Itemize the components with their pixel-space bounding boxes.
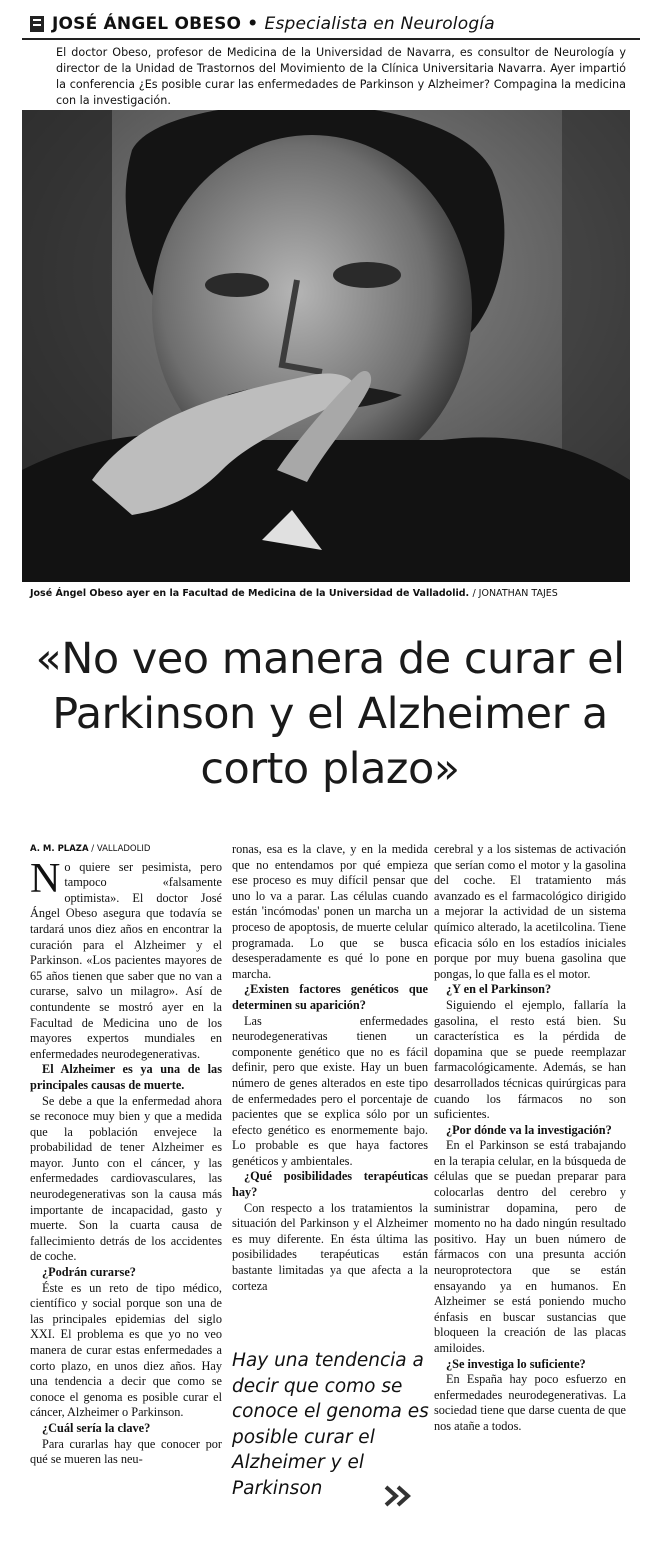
byline-author: A. M. PLAZA xyxy=(30,844,89,854)
drop-cap: N xyxy=(30,855,61,902)
interview-question: ¿Qué posibilidades terapéuticas hay? xyxy=(232,1169,428,1200)
byline xyxy=(30,842,222,858)
interview-question: ¿Cuál sería la clave? xyxy=(42,1420,151,1435)
column-3-body xyxy=(434,842,626,1435)
interview-question: El Alzheimer es ya una de las principales causas de muerte. xyxy=(30,1062,222,1092)
double-chevron-icon xyxy=(383,1484,415,1508)
interview-question: ¿Existen factores genéticos que determinen su aparición? xyxy=(232,982,428,1012)
interview-paragraph: Siguiendo el ejemplo, fallaría la gasolina, el resto está bien. Su característica es la pérdida de dopamina que se puede reemplazar farmacológicamente. Además, se han desarrollados técnicas quirúrgicas para cuando los fármacos no son suficientes. xyxy=(434,997,626,1122)
portrait-photo xyxy=(22,110,630,582)
interview-paragraph: Para curarlas hay que conocer por qué se mueren las neu- xyxy=(30,1436,222,1467)
interview-paragraph: En el Parkinson se está trabajando en la terapia celular, en la búsqueda de células que se puedan preparar para colocarlas dentro del cerebro y suministrar dopamina, pero de momento no ha dado ningún resultado positivo. Hay un buen número de fármacos con una presunta acción neuroprotectora que se están ensayando ya en humanos. En Alzheimer se está poniendo mucho énfasis en buscar sustancias que bloqueen la creación de las placas amiloides. xyxy=(434,1138,626,1355)
interview-paragraph: cerebral y a los sistemas de activación que serían como el motor y la gasolina del coche. El tratamiento más avanzado es el farmacológico dirigido a mejorar la actividad de un sistema químico alterado, la acetilcolina. Tiene eficacia sólo en los estadíos iniciales porque por muy buena gasolina que pongas, lo que falla es el motor. xyxy=(434,842,626,981)
header-separator: • xyxy=(247,14,259,34)
header-title xyxy=(52,14,495,34)
column-2-body xyxy=(232,842,428,1294)
intro-paragraph: El doctor Obeso, profesor de Medicina de la Universidad de Navarra, es consultor de Neurología y director de la Unidad de Trastornos del Movimiento de la Clínica Universitaria Navarra. Ayer impartió la conferencia ¿Es posible curar las enfermedades de Parkinson y Alzheimer? Compagina la medicina con la investigación. xyxy=(56,46,626,107)
article-headline: «No veo manera de curar el Parkinson y el Alzheimer a corto plazo» xyxy=(35,634,625,794)
photo-credit: / JONATHAN TAJES xyxy=(472,588,558,599)
section-header xyxy=(22,14,640,40)
interview-paragraph: Con respecto a los tratamientos la situación del Parkinson y el Alzheimer es muy diferente. En ésta última las posibilidades terapéuticas están bastante limitadas ya que afecta a la corteza xyxy=(232,1200,428,1293)
photo-caption xyxy=(30,588,630,599)
interview-question: ¿Y en el Parkinson? xyxy=(446,982,552,997)
interview-paragraph: o quiere ser pesimista, pero tampoco «falsamente optimista». El doctor José Ángel Obeso asegura que todavía se tardará unos diez años en encontrar la curación para el Alzheimer y el Parkinson. «Los pacientes mayores de 65 años tienen que saber que no van a curarse, salvo un milagro». Así de contundente se mostró ayer en la Facultad de Medicina uno de los mayores expertos mundiales en enfermedades neurodegenerativas. xyxy=(30,859,222,1061)
article-column-3 xyxy=(434,842,626,1435)
byline-place: / VALLADOLID xyxy=(91,844,151,854)
interview-question: ¿Por dónde va la investigación? xyxy=(446,1122,612,1137)
article-column-1 xyxy=(30,842,222,1468)
article-column-2 xyxy=(232,842,428,1294)
caption-text: José Ángel Obeso ayer en la Facultad de Medicina de la Universidad de Valladolid. xyxy=(30,588,470,599)
interview-paragraph: En España hay poco esfuerzo en enfermedades neurodegenerativas. La sociedad tiene que darse cuenta de que nos atañe a todos. xyxy=(434,1372,626,1433)
interview-question: ¿Podrán curarse? xyxy=(42,1265,136,1280)
pull-quote: Hay una tendencia a decir que como se conoce el genoma es posible curar el Alzheimer y el Parkinson xyxy=(232,1350,429,1499)
interviewee-name: JOSÉ ÁNGEL OBESO xyxy=(52,14,242,34)
newspaper-logo-icon xyxy=(30,16,44,32)
interview-question: ¿Se investiga lo suficiente? xyxy=(446,1356,586,1371)
interview-paragraph: Se debe a que la enfermedad ahora se reconoce muy bien y que a medida que la población envejece la probabilidad de tener Alzheimer es mayor. Junto con el cáncer, y las enfermedades cardiovasculares, las neurodegenerativas son la causa más importante de incapacidad, gasto y muerte. Son la cuarta causa de fallecimiento detrás de los accidentes de coche. xyxy=(30,1093,222,1264)
column-1-body xyxy=(30,855,222,1468)
interview-paragraph: ronas, esa es la clave, y en la medida que no entendamos por qué empieza ese proceso es muy difícil pensar que uno lo va a parar. Las células cuando están 'incómodas' ponen un marcha un proceso de apoptosis, de muerte celular programada. Lo que se busca desesperadamente es qué lo pone en marcha. xyxy=(232,842,428,981)
interviewee-role: Especialista en Neurología xyxy=(264,14,495,34)
interview-paragraph: Éste es un reto de tipo médico, científico y social porque son una de las principales epidemias del siglo XXI. El problema es que yo no veo manera de curar estas enfermedades a corto plazo, en unos diez años. Hay una tendencia a decir que como se conoce el genoma es posible curar el cáncer, Alzheimer o Parkinson. xyxy=(30,1280,222,1420)
interview-paragraph: Las enfermedades neurodegenerativas tienen un componente genético que no es fácil definir, pero que existe. Hay un buen número de genes alterados en este tipo de enfermedades pero el porcentaje de pacientes que se explica sólo por un efecto genético es enormemente bajo. Lo probable es que haya factores genéticos y ambientales. xyxy=(232,1013,428,1168)
